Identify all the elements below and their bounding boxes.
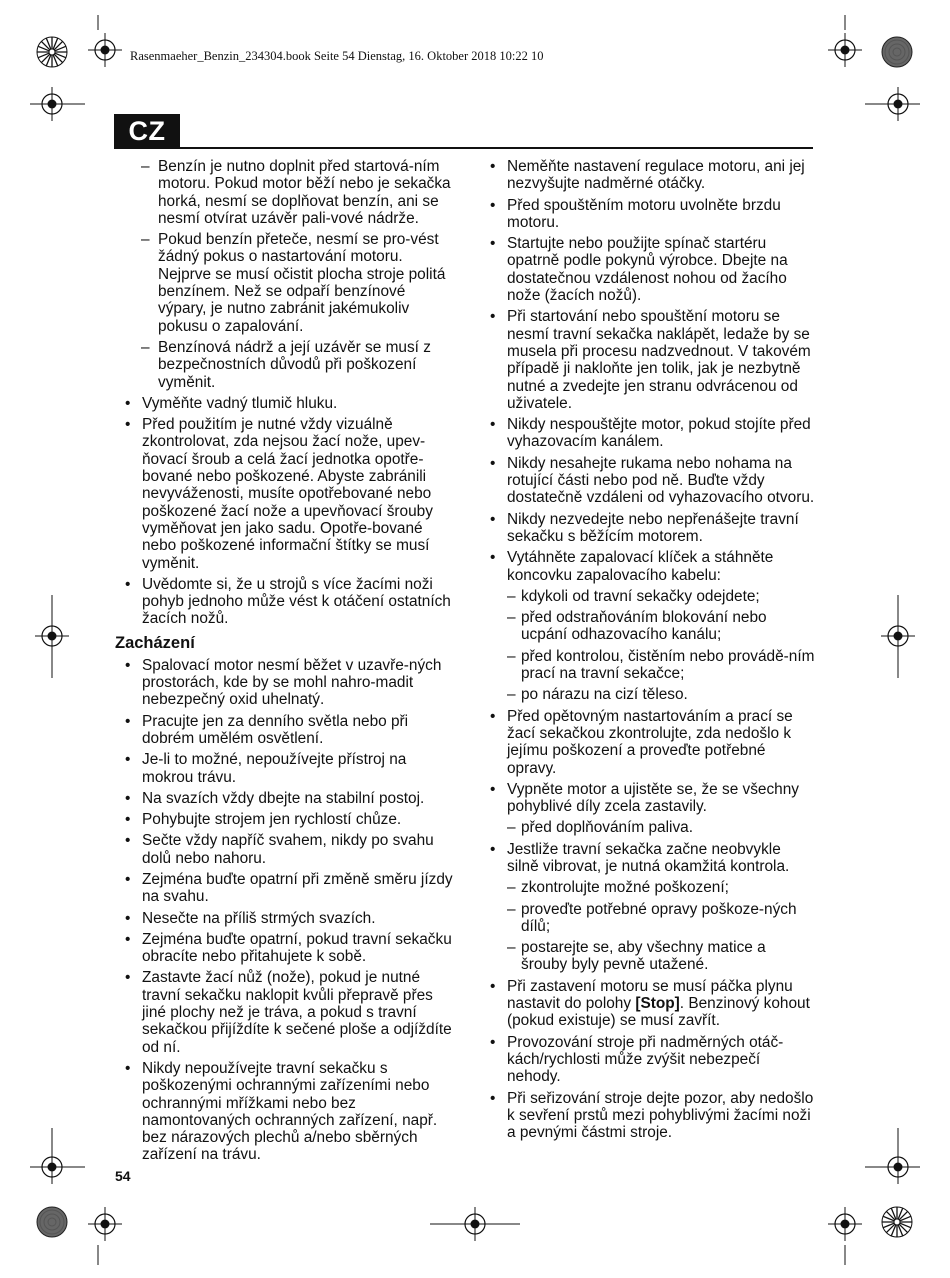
stop-text-before: Při zastavení motoru se musí páčka plynu nastavit do polohy [507, 977, 793, 1013]
list-item: • Uvědomte si, že u strojů s více žacími noži pohyb jednoho může vést k otáčení ostatních žacích nožů. [115, 576, 455, 628]
list-item: • Nikdy nespouštějte motor, pokud stojíte před vyhazovacím kanálem. [490, 416, 815, 451]
list-item: • Zejména buďte opatrní, pokud travní sekačku obracíte nebo přitahujete k sobě. [115, 931, 455, 966]
list-item: – po nárazu na cizí těleso. [490, 686, 815, 703]
list-item: – Benzín je nutno doplnit před startová-ním motoru. Pokud motor běží nebo je sekačka horká, nesmí se doplňovat benzín, ani se nesmí otvírat uzávěr pali-vové nádrže. [115, 158, 455, 227]
list-item: • Zastavte žací nůž (nože), pokud je nutné travní sekačku naklopit kvůli přepravě přes jiné plochy než je tráva, a pokud s travní sekačkou přijíždíte k sečené ploše a odjíždíte od ní. [115, 969, 455, 1055]
stop-label: [Stop] [635, 995, 680, 1013]
list-item: • Na svazích vždy dbejte na stabilní postoj. [115, 790, 455, 807]
list-item: – před doplňováním paliva. [490, 819, 815, 836]
header-rule [180, 147, 813, 149]
list-item: • Nikdy nepoužívejte travní sekačku s poškozenými ochrannými zařízeními nebo ochrannými mřížkami nebo bez namontovaných ochranných zařízení, např. bez nárazových plechů a/nebo sběrných zařízení na trávu. [115, 1060, 455, 1164]
list-item: • Vyměňte vadný tlumič hluku. [115, 395, 455, 412]
list-item: • Jestliže travní sekačka začne neobvykle silně vibrovat, je nutná okamžitá kontrola. [490, 841, 815, 876]
list-item: – kdykoli od travní sekačky odejdete; [490, 588, 815, 605]
fuel-dash-list [115, 158, 455, 391]
list-item: • Nikdy nesahejte rukama nebo nohama na rotující části nebo pod ně. Buďte vždy dostatečně vzdáleni od vyhazovacího otvoru. [490, 455, 815, 507]
list-item: – před odstraňováním blokování nebo ucpání odhazovacího kanálu; [490, 609, 815, 644]
list-item: • Před opětovným nastartováním a prací se žací sekačkou zkontrolujte, zda nedošlo k jejímu poškození a proveďte potřebné opravy. [490, 708, 815, 777]
list-item: • Nesečte na příliš strmých svazích. [115, 910, 455, 927]
list-item: – zkontrolujte možné poškození; [490, 879, 815, 896]
page-number: 54 [115, 1168, 131, 1184]
list-item: – postarejte se, aby všechny matice a šrouby byly pevně utažené. [490, 939, 815, 974]
list-item: • Neměňte nastavení regulace motoru, ani jej nezvyšujte nadměrné otáčky. [490, 158, 815, 193]
list-item: – Pokud benzín přeteče, nesmí se pro-vést žádný pokus o nastartování motoru. Nejprve se musí očistit plocha stroje politá benzínem. Než se odpaří benzínové výpary, je nutno zabránit jakémukoliv pokusu o zapalování. [115, 231, 455, 335]
right-column [490, 158, 815, 1145]
list-item: • Pohybujte strojem jen rychlostí chůze. [115, 811, 455, 828]
list-item: • Sečte vždy napříč svahem, nikdy po svahu dolů nebo nahoru. [115, 832, 455, 867]
list-item: • Je-li to možné, nepoužívejte přístroj na mokrou trávu. [115, 751, 455, 786]
list-item: • Pracujte jen za denního světla nebo při dobrém umělém osvětlení. [115, 713, 455, 748]
list-item: • Při seřizování stroje dejte pozor, aby nedošlo k sevření prstů mezi pohyblivými žacími noži a pevnými částmi stroje. [490, 1090, 815, 1142]
left-column [115, 158, 455, 1168]
list-item: • Provozování stroje při nadměrných otáč-kách/rychlosti může zvýšit nebezpečí nehody. [490, 1034, 815, 1086]
list-item: • Vytáhněte zapalovací klíček a stáhněte koncovku zapalovacího kabelu: [490, 549, 815, 584]
list-item: – proveďte potřebné opravy poškoze-ných dílů; [490, 901, 815, 936]
list-item: • Nikdy nezvedejte nebo nepřenášejte travní sekačku s běžícím motorem. [490, 511, 815, 546]
list-item: • Zejména buďte opatrní při změně směru jízdy na svahu. [115, 871, 455, 906]
print-header-line: Rasenmaeher_Benzin_234304.book Seite 54 Dienstag, 16. Oktober 2018 10:22 10 [130, 49, 544, 63]
list-item: • Při startování nebo spouštění motoru se nesmí travní sekačka naklápět, ledaže by se musela při procesu nadzvednout. V takovém případě ji nakloňte jen tolik, jak je nezbytně nutné a zvedejte jen stranu odvrácenou od uživatele. [490, 308, 815, 412]
list-item: • Před použitím je nutné vždy vizuálně zkontrolovat, zda nejsou žací nože, upev-ňovací šroub a celá žací jednotka opotře-bované nebo poškozené. Abyste zabránili nevyváženosti, musíte opotřebované nebo poškozené žací nože a upevňovací šrouby vyměňovat jen jako sadu. Opotře-bované nebo poškozené informační štítky se musí vyměnit. [115, 416, 455, 572]
stop-instruction-item [490, 978, 815, 1030]
handling-bullet-list [115, 657, 455, 1164]
list-item: • Spalovací motor nesmí běžet v uzavře-ných prostorách, kde by se mohl nahro-madit nebezpečný oxid uhelnatý. [115, 657, 455, 709]
list-item: – Benzínová nádrž a její uzávěr se musí z bezpečnostních důvodů při poškození vyměnit. [115, 339, 455, 391]
list-item: • Vypněte motor a ujistěte se, že se všechny pohyblivé díly zcela zastavily. [490, 781, 815, 816]
engine-bullet-list [490, 158, 815, 1141]
list-item: – před kontrolou, čistěním nebo provádě-ním prací na travní sekačce; [490, 648, 815, 683]
safety-bullet-list [115, 395, 455, 628]
list-item: • Před spouštěním motoru uvolněte brzdu motoru. [490, 197, 815, 232]
language-badge: CZ [114, 114, 180, 149]
section-heading: Zacházení [115, 633, 195, 652]
stop-text-after: . Benzinový kohout (pokud existuje) se musí zavřít. [507, 995, 810, 1030]
list-item: • Startujte nebo použijte spínač startéru opatrně podle pokynů výrobce. Dbejte na dostatečnou vzdálenost nohou od žacího nože (žacích nožů). [490, 235, 815, 304]
